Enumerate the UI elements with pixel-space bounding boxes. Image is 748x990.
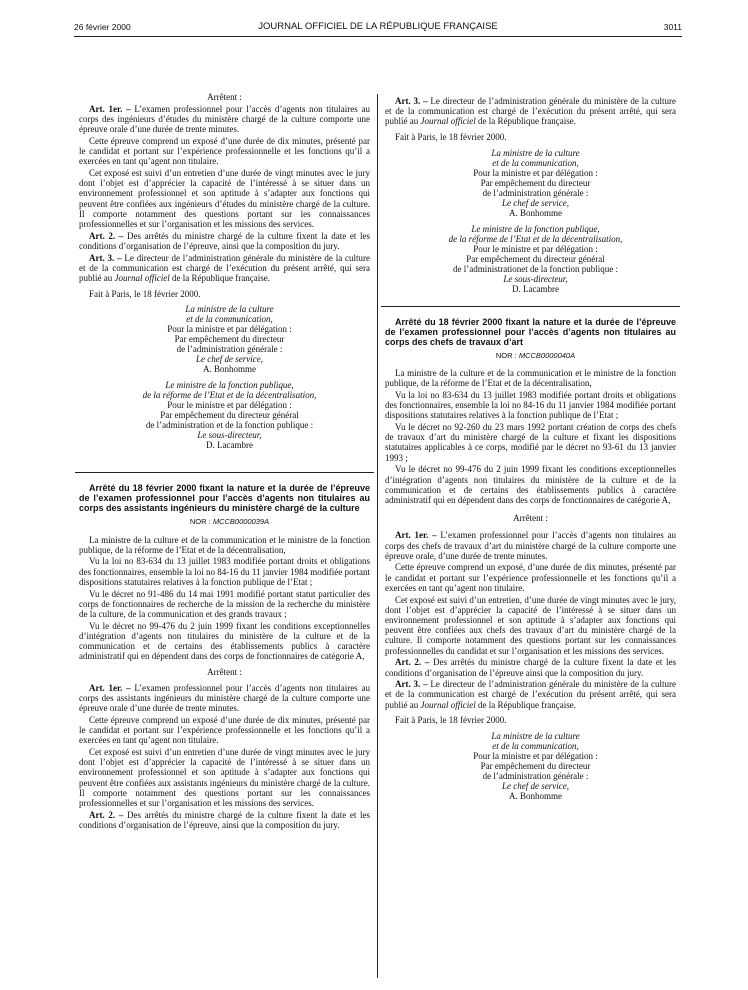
header-page-number: 3011 xyxy=(663,22,682,32)
vu-paragraph: Vu le décret no 91-486 du 14 mai 1991 modifié portant statut particulier des corps de fonctionnaires de recherche de la mission de la recherche du ministère de la culture, de la communication et des grands travaux ; xyxy=(79,588,370,619)
fait-a-paris: Fait à Paris, le 18 février 2000. xyxy=(395,715,507,726)
section-separator xyxy=(75,472,374,473)
signature-line: La ministre de la culture xyxy=(491,731,580,742)
article-text: de la République française. xyxy=(475,699,576,710)
signature-block xyxy=(385,731,676,801)
nor-label: NOR : xyxy=(189,517,213,527)
vu-paragraph: Vu le décret no 99-476 du 2 juin 1999 fixant les conditions exceptionnelles d’intégration d’agents non titulaires du ministère de la culture et de la communication et de certains des établissements publics à caractère administratif qui en dépendent dans des corps de fonctionnaires de catégorie A, xyxy=(385,464,676,505)
signature-line: Le chef de service, xyxy=(196,354,263,365)
section-separator xyxy=(381,306,680,307)
arretent-heading: Arrêtent : xyxy=(513,512,548,523)
signature-line: de la réforme de l’Etat et de la décentralisation, xyxy=(142,390,317,401)
header-date: 26 février 2000 xyxy=(74,22,131,32)
signatory-name: A. Bonhomme xyxy=(509,791,562,802)
article-label: Art. 3. – xyxy=(89,252,122,263)
paragraph-epreuve: Cette épreuve comprend un exposé d’une durée de dix minutes, présenté par le candidat et portant sur l’expérience professionnelle et les fonctions qu’il a exercées en tant qu’agent non titulaire. xyxy=(79,714,370,746)
page-header xyxy=(74,22,682,34)
left-column xyxy=(79,92,370,832)
nor-reference xyxy=(385,351,676,361)
nor-label: NOR : xyxy=(495,350,519,360)
signature-line: Le sous-directeur, xyxy=(503,273,568,284)
article-text: Des arrêtés du ministre chargé de la culture fixent la date et les conditions d’organisation de l’épreuve, ainsi que la composition du jury. xyxy=(79,809,370,830)
signature-line: Pour la ministre et par délégation : xyxy=(473,751,598,762)
signature-line: Pour le ministre et par délégation : xyxy=(167,400,292,411)
signature-line: de la réforme de l’Etat et de la décentralisation, xyxy=(448,233,623,244)
signature-line: Le ministre de la fonction publique, xyxy=(471,223,600,234)
signature-line: Pour la ministre et par délégation : xyxy=(167,324,292,335)
signature-line: Par empêchement du directeur général xyxy=(160,410,299,421)
article-2 xyxy=(79,810,370,830)
article-label: Art. 2. – xyxy=(89,230,124,241)
journal-officiel-ref: Journal officiel xyxy=(420,699,476,710)
signature-line: Par empêchement du directeur xyxy=(480,761,591,772)
arretent-heading: Arrêtent : xyxy=(207,92,242,102)
signature-line: de l’administrationet de la fonction publique : xyxy=(453,263,618,274)
vu-paragraph: Vu le décret no 99-476 du 2 juin 1999 fixant les conditions exceptionnelles d’intégration d’agents non titulaires du ministère de la culture et de la communication et de certains des établissements publics à caractère administratif qui en dépendent dans des corps de fonctionnaires de catégorie A, xyxy=(79,620,370,662)
article-1 xyxy=(79,104,370,135)
signature-line: et de la communication, xyxy=(186,314,273,325)
signature-line: de l’administration générale : xyxy=(176,344,283,355)
article-1 xyxy=(79,683,370,714)
fait-a-paris: Fait à Paris, le 18 février 2000. xyxy=(395,132,507,143)
signature-line: Par empêchement du directeur xyxy=(174,334,285,345)
article-text: de la République française. xyxy=(169,272,270,283)
article-label: Art. 1er. – xyxy=(89,682,131,693)
vu-paragraph: Vu la loi no 83-634 du 13 juillet 1983 modifiée portant droits et obligations des fonctionnaires, ensemble la loi no 84-16 du 11 janvier 1984 modifiée portant dispositions statutaires relatives à la fonction publique de l’Etat ; xyxy=(385,389,676,421)
article-text: Le directeur de l’administration générale du ministère de la culture et de la communication est chargé de l’exécution du présent arrêté, qui sera publié au xyxy=(79,252,371,283)
article-text: L’examen professionnel pour l’accès d’agents non titulaires au corps des assistants ingénieurs du ministère chargé de la culture comporte une épreuve orale d’une durée de trente minutes. xyxy=(79,682,371,714)
article-3 xyxy=(385,679,676,710)
article-text: Des arrêtés du ministre chargé de la culture fixent la date et les conditions d’organisation de l’épreuve, ainsi que la composition du jury. xyxy=(79,230,370,251)
signature-line: Le chef de service, xyxy=(502,781,569,792)
signature-line: La ministre de la culture xyxy=(491,147,580,158)
signatory-name: A. Bonhomme xyxy=(509,207,562,218)
nor-code: MCCB0000039A xyxy=(212,517,270,527)
article-text: Le directeur de l’administration générale du ministère de la culture et de la communication est chargé de l’exécution du présent arrêté, qui sera publié au xyxy=(385,679,677,710)
header-journal-title: JOURNAL OFFICIEL DE LA RÉPUBLIQUE FRANÇAISE xyxy=(258,21,498,32)
article-1 xyxy=(385,530,676,561)
article-label: Art. 3. – xyxy=(395,96,428,106)
signature-line: Pour la ministre et par délégation : xyxy=(473,167,598,178)
signature-line: et de la communication, xyxy=(492,741,579,752)
paragraph-epreuve: Cette épreuve comprend un exposé d’une durée de dix minutes, présenté par le candidat et portant sur l’expérience professionnelle et les fonctions qu’il a exercées en tant qu’agent non titulaire. xyxy=(79,135,370,167)
signature-line: de l’administration générale : xyxy=(482,771,589,782)
article-text: L’examen professionnel pour l’accès d’agents non titulaires au corps des ingénieurs d’études du ministère chargé de la culture comporte une épreuve orale d’une durée de trente minutes. xyxy=(79,103,371,135)
article-label: Art. 1er. – xyxy=(89,103,131,114)
article-text: Le directeur de l’administration générale du ministère de la culture et de la communication est chargé de l’exécution du présent arrêté, qui sera publié au xyxy=(385,96,677,127)
intro-paragraph: La ministre de la culture et de la communication et le ministre de la fonction publique, de la réforme de l’Etat et de la décentralisation, xyxy=(79,534,370,555)
signatory-name: D. Lacambre xyxy=(512,283,559,294)
article-label: Art. 2. – xyxy=(89,809,124,820)
signature-block xyxy=(79,304,370,374)
article-text: de la République française. xyxy=(475,116,576,127)
article-text: Des arrêtés du ministre chargé de la culture fixent la date et les conditions d’organisation de l’épreuve ainsi que la composition du jury. xyxy=(385,657,676,678)
paragraph-epreuve: Cette épreuve comprend un exposé, d’une durée de dix minutes, présenté par le candidat et portant sur l’expérience professionnelle et les fonctions qu’il a exercées en tant qu’agent non titulaire. xyxy=(385,562,676,593)
nor-reference xyxy=(79,517,370,527)
article-label: Art. 2. – xyxy=(395,657,430,668)
article-2 xyxy=(79,231,370,251)
right-column xyxy=(385,96,676,801)
paragraph-expose: Cet exposé est suivi d’un entretien, d’une durée de vingt minutes avec le jury, dont l’objet est d’apprécier la capacité de l’intéressé à se situer dans un environnement professionnel et son aptitude à s’adapter aux fonctions qui peuvent être confiées aux chefs des travaux d’art du ministère chargé de la culture. Il comporte notamment des questions portant sur les connaissances professionnelles du candidat et sur l’organisation et les missions des services. xyxy=(385,594,676,656)
signature-block xyxy=(79,380,370,450)
signatory-name: D. Lacambre xyxy=(206,440,253,451)
arretent-heading: Arrêtent : xyxy=(207,667,242,677)
article-2 xyxy=(385,657,676,677)
fait-a-paris: Fait à Paris, le 18 février 2000. xyxy=(89,288,201,299)
header-rule xyxy=(74,36,682,37)
signature-block xyxy=(385,148,676,218)
signatory-name: A. Bonhomme xyxy=(203,364,256,375)
signature-line: Par empêchement du directeur général xyxy=(466,253,605,264)
article-text: L’examen professionnel pour l’accès d’agents non titulaires au corps des chefs de travaux d’art du ministère chargé de la culture comporte une épreuve orale, d’une durée de trente minutes. xyxy=(385,530,677,561)
signature-line: de l’administration et de la fonction publique : xyxy=(145,420,314,431)
signature-line: de l’administration générale : xyxy=(482,187,589,198)
signature-line: La ministre de la culture xyxy=(185,304,274,315)
signature-block xyxy=(385,224,676,294)
decree-title: Arrêté du 18 février 2000 fixant la nature et la durée de l’épreuve de l’examen professionnel pour l’accès d’agents non titulaires au corps des chefs de travaux d’art xyxy=(385,316,676,347)
signature-line: et de la communication, xyxy=(492,157,579,168)
journal-officiel-ref: Journal officiel xyxy=(114,272,170,283)
signature-line: Le chef de service, xyxy=(502,197,569,208)
article-3 xyxy=(385,96,676,127)
article-label: Art. 1er. – xyxy=(395,530,437,541)
decree-title: Arrêté du 18 février 2000 fixant la nature et la durée de l’épreuve de l’examen professionnel pour l’accès d’agents non titulaires au corps des assistants ingénieurs du ministère chargé de la culture xyxy=(79,483,370,514)
vu-paragraph: Vu le décret no 92-260 du 23 mars 1992 portant création de corps des chefs de travaux d’art du ministère chargé de la culture et fixant les dispositions statutaires applicables à ce corps, modifié par le décret no 93-61 du 13 janvier 1993 ; xyxy=(385,422,676,463)
signature-line: Le ministre de la fonction publique, xyxy=(165,380,294,391)
signature-line: Pour le ministre et par délégation : xyxy=(473,243,598,254)
article-3 xyxy=(79,253,370,284)
nor-code: MCCB0000040A xyxy=(518,350,576,360)
article-label: Art. 3. – xyxy=(395,679,428,690)
signature-line: Le sous-directeur, xyxy=(197,430,262,441)
signature-line: Par empêchement du directeur xyxy=(480,177,591,188)
paragraph-expose: Cet exposé est suivi d’un entretien d’une durée de vingt minutes avec le jury dont l’objet est d’apprécier la capacité de l’intéressé à se situer dans un environnement professionnel et son aptitude à s’adapter aux fonctions qui peuvent être confiées aux ingénieurs d’études du ministère chargé de la culture. Il comporte notamment des questions portant sur les connaissances professionnelles et sur l’organisation et les missions des services. xyxy=(79,167,370,229)
paragraph-expose: Cet exposé est suivi d’un entretien d’une durée de vingt minutes avec le jury dont l’objet est d’apprécier la capacité de l’intéressé à se situer dans un environnement professionnel et son aptitude à s’adapter aux fonctions qui peuvent être confiées aux assistants ingénieurs du ministère chargé de la culture. Il comporte notamment des questions portant sur les connaissances professionnelles et sur l’organisation et les missions des services. xyxy=(79,746,370,808)
vu-paragraph: Vu la loi no 83-634 du 13 juillet 1983 modifiée portant droits et obligations des fonctionnaires, ensemble la loi no 84-16 du 11 janvier 1984 modifiée portant dispositions statutaires relatives à la fonction publique de l’Etat ; xyxy=(79,556,370,587)
intro-paragraph: La ministre de la culture et de la communication et le ministre de la fonction publique, de la réforme de l’Etat et de la décentralisation, xyxy=(385,368,676,389)
column-divider xyxy=(377,94,378,978)
journal-officiel-ref: Journal officiel xyxy=(420,116,476,127)
